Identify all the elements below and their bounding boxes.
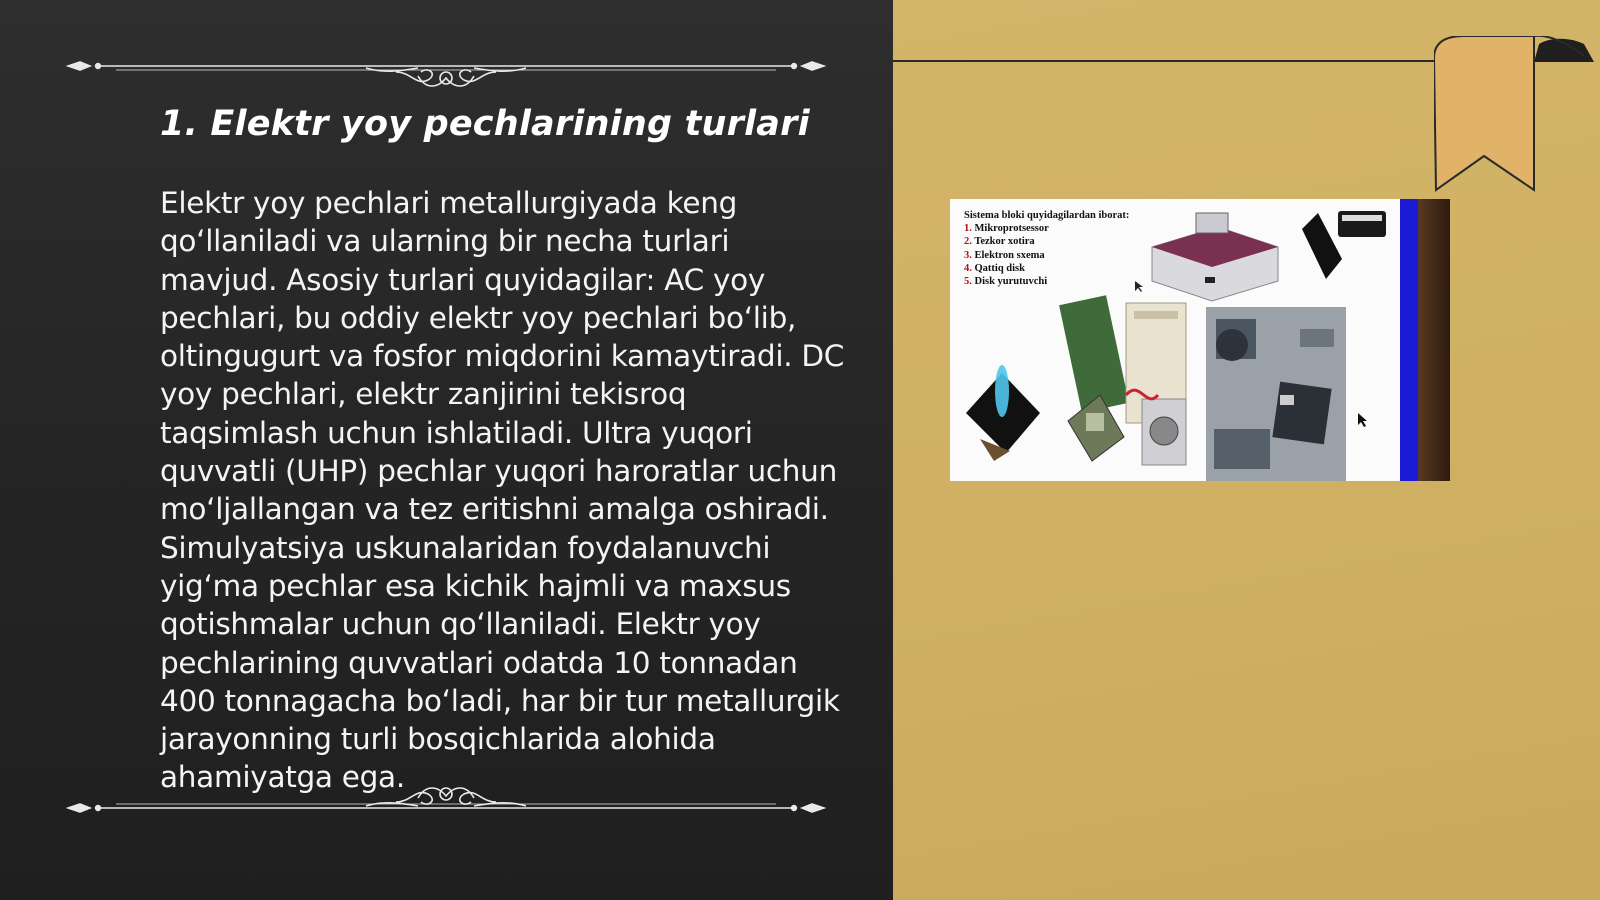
ornament-top bbox=[66, 46, 826, 92]
system-unit-image bbox=[950, 199, 1450, 481]
divider-line bbox=[893, 60, 1453, 62]
caption-item: 1. Mikroprotsessor bbox=[964, 223, 1049, 235]
image-caption-heading: Sistema bloki quyidagilardan iborat: bbox=[964, 210, 1130, 221]
image-dark-strip bbox=[1418, 199, 1450, 481]
caption-item: 5. Disk yurutuvchi bbox=[964, 276, 1048, 288]
caption-item: 2. Tezkor xotira bbox=[964, 236, 1035, 248]
slide-body-text: Elektr yoy pechlari metallurgiyada keng qo‘llaniladi va ularning bir necha turlari mavjud. Asosiy turlari quyidagilar: AC yoy pechlari, bu oddiy elektr yoy pechlari bo‘lib, oltingugurt va fosfor miqdorini kamaytiradi. DC yoy pechlari, elektr zanjirini tekisroq taqsimlash uchun ishlatiladi. Ultra yuqori quvvatli (UHP) pechlar yuqori haroratlar uchun mo‘ljallangan va tez eritishni amalga oshiradi. Simulyatsiya uskunalaridan foydalanuvchi yig‘ma pechlar esa kichik hajmli va maxsus qotishmalar uchun qo‘llaniladi. Elektr yoy pechlarining quvvatlari odatda 10 tonnadan 400 tonnagacha bo‘ladi, har bir tur metallurgik jarayonning turli bosqichlarida alohida ahamiyatga ega. bbox=[160, 186, 845, 795]
slide-title: 1. Elektr yoy pechlarining turlari bbox=[160, 104, 810, 144]
image-blue-strip bbox=[1400, 199, 1418, 481]
hardware-illustration bbox=[950, 199, 1450, 481]
caption-item: 3. Elektron sxema bbox=[964, 249, 1045, 261]
bookmark-ribbon bbox=[1434, 36, 1600, 198]
caption-item: 4. Qattiq disk bbox=[964, 262, 1025, 274]
